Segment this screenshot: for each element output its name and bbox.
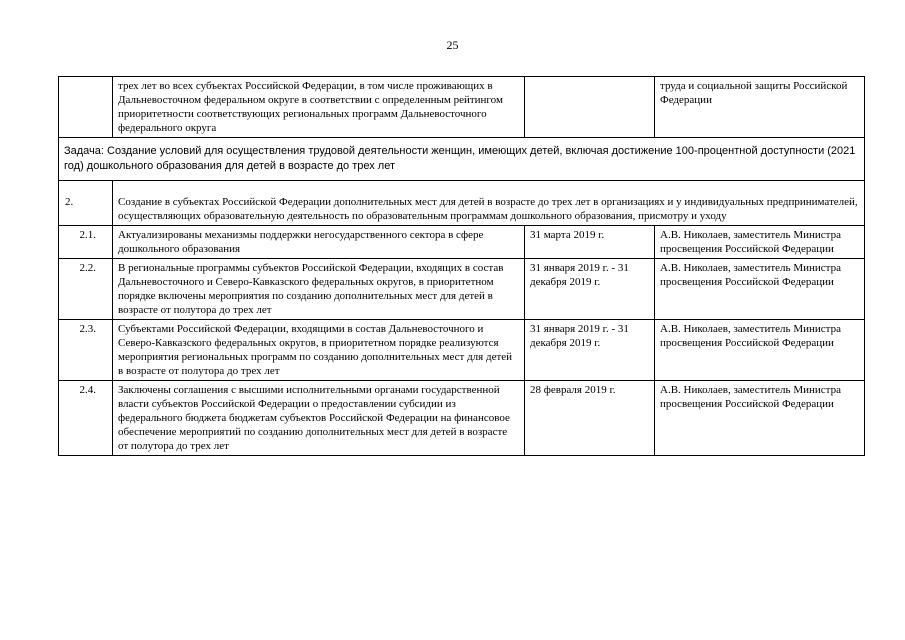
plan-table <box>58 76 865 456</box>
row-number-cell: 2.4. <box>59 381 113 456</box>
table-row <box>59 259 865 320</box>
activity-cell: Заключены соглашения с высшими исполнительными органами государственной власти субъектов Российской Федерации о предоставлении субсидии из федерального бюджета бюджетам субъектов Российской Федерации на финансовое обеспечение мероприятий по созданию дополнительных мест для детей в возрасте от полутора до трех лет <box>113 381 525 456</box>
date-cell <box>525 77 655 138</box>
task-row <box>59 138 865 181</box>
row-number-cell <box>59 77 113 138</box>
activity-cell: Актуализированы механизмы поддержки негосударственного сектора в сфере дошкольного образования <box>113 226 525 259</box>
responsible-cell: А.В. Николаев, заместитель Министра просвещения Российской Федерации <box>655 259 865 320</box>
table-row <box>59 381 865 456</box>
row-number-cell: 2.2. <box>59 259 113 320</box>
row-number-cell: 2.3. <box>59 320 113 381</box>
activity-cell: трех лет во всех субъектах Российской Федерации, в том числе проживающих в Дальневосточном федеральном округе в соответствии с определенным рейтингом приоритетности соответствующих региональных программ Дальневосточного федерального округа <box>113 77 525 138</box>
responsible-cell: А.В. Николаев, заместитель Министра просвещения Российской Федерации <box>655 226 865 259</box>
section-number: 2. <box>59 181 113 226</box>
date-cell: 31 января 2019 г. - 31 декабря 2019 г. <box>525 320 655 381</box>
date-cell: 31 марта 2019 г. <box>525 226 655 259</box>
table-row <box>59 77 865 138</box>
date-cell: 31 января 2019 г. - 31 декабря 2019 г. <box>525 259 655 320</box>
table-row <box>59 226 865 259</box>
page-number: 25 <box>446 38 459 52</box>
responsible-cell: А.В. Николаев, заместитель Министра просвещения Российской Федерации <box>655 320 865 381</box>
table-row <box>59 320 865 381</box>
activity-cell: Субъектами Российской Федерации, входящими в состав Дальневосточного и Северо-Кавказского федеральных округов, в приоритетном порядке реализуются мероприятия региональных программ по созданию дополнительных мест для детей в возрасте от полутора до трех лет <box>113 320 525 381</box>
activity-cell: В региональные программы субъектов Российской Федерации, входящих в состав Дальневосточного и Северо-Кавказского федеральных округов, в приоритетном порядке включены мероприятия по созданию дополнительных мест для детей в возрасте от полутора до трех лет <box>113 259 525 320</box>
task-text: Задача: Создание условий для осуществления трудовой деятельности женщин, имеющих детей, включая достижение 100-процентной доступности (2021 год) дошкольного образования для детей в возрасте до трех лет <box>59 138 865 181</box>
section-title: Создание в субъектах Российской Федерации дополнительных мест для детей в возрасте до трех лет в организациях и у индивидуальных предпринимателей, осуществляющих образовательную деятельность по образовательным программам дошкольного образования, присмотру и уходу <box>113 181 865 226</box>
section-row <box>59 181 865 226</box>
responsible-cell: А.В. Николаев, заместитель Министра просвещения Российской Федерации <box>655 381 865 456</box>
date-cell: 28 февраля 2019 г. <box>525 381 655 456</box>
row-number-cell: 2.1. <box>59 226 113 259</box>
responsible-cell: труда и социальной защиты Российской Федерации <box>655 77 865 138</box>
